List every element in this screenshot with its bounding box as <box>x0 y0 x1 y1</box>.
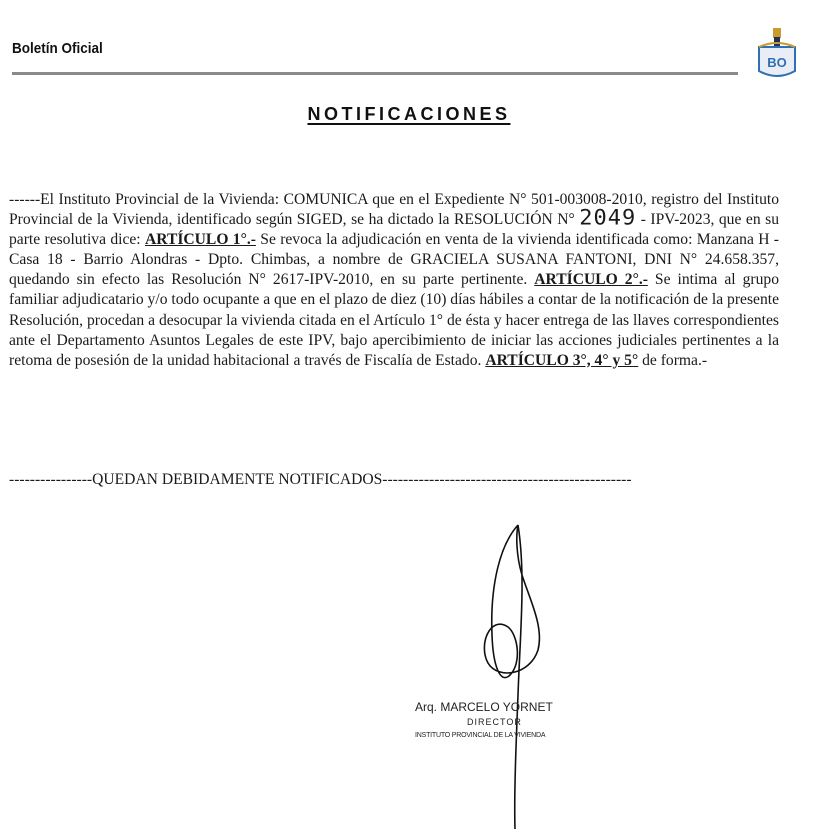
handwritten-signature <box>460 515 580 829</box>
article-345-label: ARTÍCULO 3°, 4° y 5° <box>485 351 639 369</box>
section-title: NOTIFICACIONES <box>307 104 511 124</box>
notification-body: ------El Instituto Provincial de la Vivienda: COMUNICA que en el Expediente N° 501-003008-2010, registro del Instituto Provincial de la Vivienda, identificado según SIGED, se ha dictado la RESOLUCIÓN N° 2049 - IPV-2023, que en su parte resolutiva dice: ARTÍCULO 1°.- Se revoca la adjudicación en venta de la vivienda identificada como: Manzana H - Casa 18 - Barrio Alondras - Dpto. Chimbas, a nombre de GRACIELA SUSANA FANTONI, DNI N° 24.658.357, quedando sin efecto las Resolución N° 2617-IPV-2010, en su parte pertinente. ARTÍCULO 2°.- Se intima al grupo familiar adjudicatario y/o todo ocupante a que en el plazo de diez (10) días hábiles a contar de la notificación de la presente Resolución, procedan a desocupar la vivienda citada en el Artículo 1° de ésta y hacer entrega de las llaves correspondientes ante el Departamento Asuntos Legales de este IPV, bajo apercibimiento de iniciar las acciones judiciales pertinentes a la retoma de posesión de la unidad habitacional a través de Fiscalía de Estado. ARTÍCULO 3°, 4° y 5° de forma.- <box>9 191 779 369</box>
bulletin-title: Boletín Oficial <box>12 40 103 57</box>
logo-torch-flame <box>773 28 781 38</box>
logo-letters: BO <box>767 55 787 70</box>
signer-name: Arq. MARCELO YORNET <box>415 700 553 714</box>
article-1-label: ARTÍCULO 1°.- <box>144 231 256 249</box>
handwritten-resolution-number: 2049 <box>579 206 637 231</box>
article-2-label: ARTÍCULO 2°.- <box>534 271 648 289</box>
signer-institution: INSTITUTO PROVINCIAL DE LA VIVIENDA <box>415 732 546 739</box>
closing-line: ----------------QUEDAN DEBIDAMENTE NOTIFICADOS------------------------------------------------ <box>9 471 632 488</box>
bulletin-logo <box>755 25 799 83</box>
header-divider <box>12 72 738 75</box>
signer-role: DIRECTOR <box>467 717 522 727</box>
